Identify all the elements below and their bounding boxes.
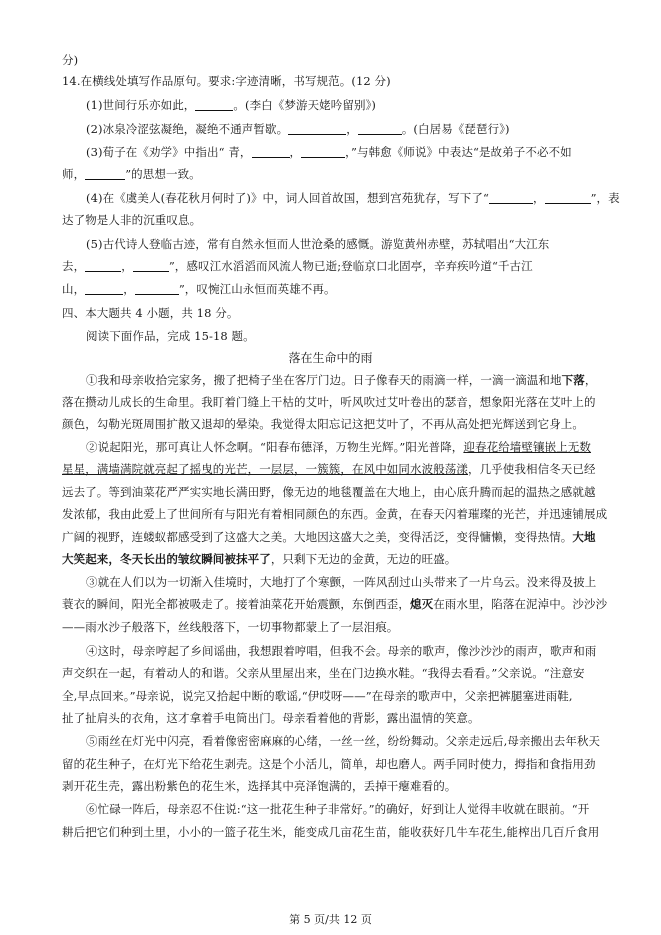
q14-item-3-text-c: ，”与韩愈《师说》中表达“是故弟子不必不如 [345,145,572,159]
q14-item-5-text-f: ， [123,282,135,296]
bold-word: 熄灭 [410,597,434,611]
para-1-line-3: 颜色，勾勒光斑周围扩散又退却的晕染。我觉得太阳忘记这把艾叶了，不再从高处把光辉送到它身上。 [62,417,584,431]
para-2-line-4: 发浓郁，我由此爱上了世间所有与阳光有着相同颜色的东西。金黄，在春天闪着璀璨的光芒，并迅速铺展成 [62,507,608,521]
q14-item-5-cont2 [62,281,336,297]
answer-blank[interactable] [85,167,125,180]
para-5-line-2: 留的花生种子，在灯光下给花生剥壳。这是个小活儿，简单，却也磨人。两手同时使力，拇指和食指用劲 [62,757,596,771]
q14-item-2-text-c: 。(白居易《琵琶行》) [401,122,510,136]
para-4-line-2: 声交织在一起，有着动人的和谐。父亲从里屋出来，坐在门边换水鞋。“我得去看看。”父亲说。“注意安 [62,666,585,680]
para-1-line-2: 落在攒动儿成长的生命里。我盯着门缝上干枯的艾叶，听风吹过艾叶卷出的瑟音，想象阳光落在艾叶上的 [62,395,596,409]
bold-phrase: 大地 [572,530,596,544]
q13-tail: 分) [62,53,79,67]
answer-blank[interactable] [489,191,533,204]
q14-item-1-text-a: (1)世间行乐亦如此， [86,98,196,112]
article-title: 落在生命中的雨 [288,351,373,365]
q14-item-5-text-g: ”，叹惋江山永恒而英雄不再。 [178,282,336,296]
q14-item-4-text-c: ”，表 [590,191,620,205]
para-5-line-1: ⑤雨丝在灯光中闪亮，看着像密密麻麻的心绪，一丝一丝，纷纷舞动。父亲走远后,母亲搬出去年秋天 [86,734,601,748]
q14-item-5-text-b: 去， [62,259,86,273]
para-2-line-1: ②说起阳光，那可真让人怀念啊。“阳春布德泽，万物生光辉。”阳光普降，迎春花给墙壁镶嵌上无数 [86,440,592,454]
para-2-line-3: 远去了。等到油菜花严严实实地长满田野，像无边的地毯覆盖在大地上，由心底升腾而起的温热之感就越 [62,485,596,499]
answer-blank[interactable] [133,259,169,272]
q14-item-4 [86,190,620,206]
q14-item-5-text-d: ”，感叹江水滔滔而风流人物已逝;登临京口北固亭，辛弃疾吟道“千古江 [168,259,533,273]
q14-item-5-cont1 [62,258,533,274]
answer-blank[interactable] [545,191,591,204]
q14-item-4-text-b: ， [532,191,545,205]
para-2-line-5: 广阔的视野，连蝼蚁都感受到了这盛大之美。大地因这盛大之美，变得活泛，变得慵懒，变得热情。大地 [62,530,596,544]
para-4-line-1: ④这时，母亲哼起了乡间谣曲，我想跟着哼唱，但我不会。母亲的歌声，像沙沙沙的雨声，歌声和雨 [86,644,597,658]
answer-blank[interactable] [301,145,345,158]
answer-blank[interactable] [135,282,179,295]
para-6-line-2: 耕后把它们种到土里，小小的一篮子花生米，能变成几亩花生苗，能收获好几牛车花生,能榨出几百斤食用 [62,825,600,839]
para-4-line-4: 扯了扯肩头的衣角，这才拿着手电筒出门。母亲看着他的背影，露出温情的笑意。 [62,711,480,725]
q14-item-5-text-c: ， [121,259,133,273]
q14-item-3-text-a: (3)荀子在《劝学》中指出“ 青， [86,145,252,159]
section-instruction: 阅读下面作品，完成 15-18 题。 [86,329,255,343]
answer-blank[interactable] [85,259,121,272]
q14-item-1 [86,97,376,113]
answer-blank[interactable] [85,282,123,295]
underlined-phrase: 迎春花给墙壁镶嵌上无数 [463,440,592,454]
answer-blank[interactable] [195,98,233,111]
q14-item-2-text-b: ， [346,122,358,136]
q14-item-3-cont [62,166,201,182]
q14-item-3-text-e: ”的思想一致。 [125,167,201,181]
q14-item-4-cont: 达了物是人非的沉重叹息。 [62,213,202,227]
para-2-line-6: 大笑起来，冬天长出的皱纹瞬间被抹平了，只剩下无边的金黄，无边的旺盛。 [62,552,457,566]
q14-item-2 [86,121,510,137]
para-3-line-2: 蓑衣的瞬间，阳光全都被吸走了。接着油菜花开始震颤，东倒西歪，熄灭在雨水里，陷落在泥淖中。沙沙沙 [62,597,608,611]
q14-item-2-text-a: (2)冰泉冷涩弦凝绝，凝绝不通声暂歇。 [86,122,289,136]
para-4-line-3: 全,早点回来。”母亲说，说完又拾起中断的歌谣,“伊哎呀——”在母亲的歌声中，父亲把裤腿塞进雨鞋, [62,689,573,703]
q14-item-5-text-e: 山， [62,282,86,296]
bold-word: 下落 [561,373,585,387]
para-1-line-1: ①我和母亲收拾完家务，搬了把椅子坐在客厅门边。日子像春天的雨滴一样，一滴一滴温和地下落， [86,373,597,387]
q14-item-3-text-b: ， [289,145,302,159]
para-5-line-3: 剥开花生壳，露出粉紫色的花生米，选择其中亮泽饱满的，丢掉干瘪难看的。 [62,779,457,793]
q14-item-4-text-a: (4)在《虞美人(春花秋月何时了)》中，词人回首故国，想到宫苑犹存，写下了“ [86,191,489,205]
para-2-line-2: 星星，满墙满院就亮起了摇曳的光芒，一层层，一簇簇，在风中如同水波般荡漾，几乎使我相信冬天已经 [62,462,596,476]
answer-blank[interactable] [358,122,402,135]
bold-phrase: 大笑起来，冬天长出的皱纹瞬间被抹平了 [62,552,271,566]
answer-blank[interactable] [252,145,290,158]
para-3-line-3: ——雨水沙子般落下，丝线般落下，一切事物都蒙上了一层泪痕。 [62,620,399,634]
q14-item-3 [86,144,572,160]
para-3-line-1: ③就在人们以为一切渐入佳境时，大地打了个寒颤，一阵风刮过山头带来了一片乌云。没来得及披上 [86,575,597,589]
q14-title: 14.在横线处填写作品原句。要求:字迹清晰，书写规范。(12 分) [62,74,391,88]
page-number: 第 5 页/共 12 页 [289,913,372,926]
section-heading: 四、本大题共 4 小题，共 18 分。 [62,306,239,320]
underlined-phrase: 星星，满墙满院就亮起了摇曳的光芒，一层层，一簇簇，在风中如同水波般荡漾 [62,462,468,476]
q14-item-3-text-d: 师， [62,167,86,181]
answer-blank[interactable] [288,122,346,135]
q14-item-5: (5)古代诗人登临古迹，常有自然永恒而人世沧桑的感慨。游览黄州赤壁，苏轼唱出“大江东 [86,237,550,251]
para-6-line-1: ⑥忙碌一阵后，母亲忍不住说:“这一批花生种子非常好。”的确好，好到让人觉得丰收就在眼前。“开 [86,802,590,816]
q14-item-1-text-b: 。(李白《梦游天姥吟留别》) [233,98,377,112]
